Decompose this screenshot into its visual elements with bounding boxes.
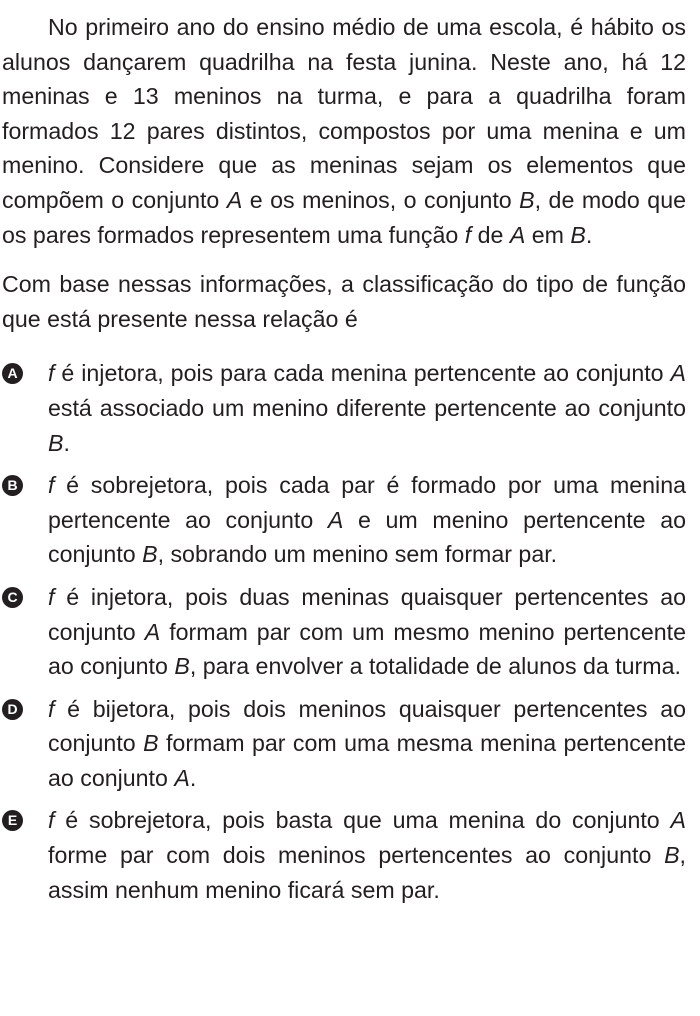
set-variable: B — [142, 541, 158, 568]
option-letter-badge: C — [2, 587, 23, 608]
statement-text: em — [525, 221, 571, 248]
question-prompt: Com base nessas informações, a classificação do tipo de função que está presente nessa relação é — [2, 271, 686, 332]
option-text: . — [63, 429, 70, 456]
option-d[interactable] — [2, 692, 686, 796]
set-a-variable: A — [226, 186, 243, 213]
option-text: formam par com uma mesma menina pertencente ao conjunto — [48, 730, 687, 791]
function-f-variable: f — [48, 583, 55, 610]
set-variable: A — [670, 807, 686, 834]
set-a-variable: A — [509, 221, 526, 248]
option-letter-badge: A — [2, 363, 23, 384]
option-letter-badge: D — [2, 699, 23, 720]
option-text: é sobrejetora, pois basta que uma menina do conjunto — [54, 807, 671, 834]
set-variable: B — [174, 653, 190, 680]
statement-text: No primeiro ano do ensino médio de uma escola, é hábito os alunos dançarem quadrilha na festa junina. Neste ano, há 12 meninas e 13 meninos na turma, e para a quadrilha foram formados 12 pares distintos, compostos por uma menina e um menino. Considere que as meninas sejam os elementos que compõem o conjunto — [2, 14, 686, 213]
function-f-variable: f — [48, 360, 55, 387]
set-variable: A — [670, 360, 686, 387]
set-variable: B — [48, 429, 64, 456]
option-c[interactable] — [2, 580, 686, 684]
option-b[interactable] — [2, 468, 686, 572]
option-text: formam par com um mesmo menino pertencente ao conjunto — [48, 618, 687, 680]
statement-paragraph — [2, 10, 686, 252]
statement-text: . — [585, 221, 593, 248]
option-text: é injetora, pois para cada menina pertencente ao conjunto — [54, 360, 671, 387]
option-text: é bijetora, pois dois meninos quaisquer pertencentes ao conjunto — [48, 695, 686, 757]
set-b-variable: B — [519, 186, 535, 213]
function-f-variable: f — [464, 221, 472, 248]
answer-options — [2, 356, 686, 907]
set-variable: A — [327, 506, 344, 533]
option-letter-badge: E — [2, 810, 23, 831]
function-f-variable: f — [48, 472, 55, 499]
option-e[interactable] — [2, 803, 686, 907]
statement-text: de — [471, 221, 510, 248]
option-text: , para envolver a totalidade de alunos da turma. — [189, 653, 681, 680]
option-text: está associado um menino diferente pertencente ao conjunto — [48, 394, 686, 421]
option-text: , assim nenhum menino ficará sem par. — [48, 842, 686, 903]
option-text: . — [189, 764, 197, 791]
option-text: forme par com dois meninos pertencentes ao conjunto — [48, 842, 665, 869]
option-a[interactable] — [2, 356, 686, 460]
set-variable: A — [144, 618, 161, 645]
option-text: e um menino pertencente ao conjunto — [48, 506, 686, 568]
statement-text: , de modo que os pares formados representem uma função — [2, 186, 686, 248]
set-variable: B — [664, 842, 680, 869]
option-text: , sobrando um menino sem formar par. — [157, 541, 558, 568]
function-f-variable: f — [48, 807, 55, 834]
option-letter-badge: B — [2, 475, 23, 496]
set-variable: B — [143, 730, 159, 757]
statement-text: e os meninos, o conjunto — [242, 186, 520, 213]
set-variable: A — [174, 764, 190, 791]
function-f-variable: f — [48, 695, 55, 722]
set-b-variable: B — [570, 221, 586, 248]
option-text: é injetora, pois duas meninas quaisquer pertencentes ao conjunto — [48, 583, 686, 645]
option-text: é sobrejetora, pois cada par é formado por uma menina pertencente ao conjunto — [48, 472, 686, 533]
